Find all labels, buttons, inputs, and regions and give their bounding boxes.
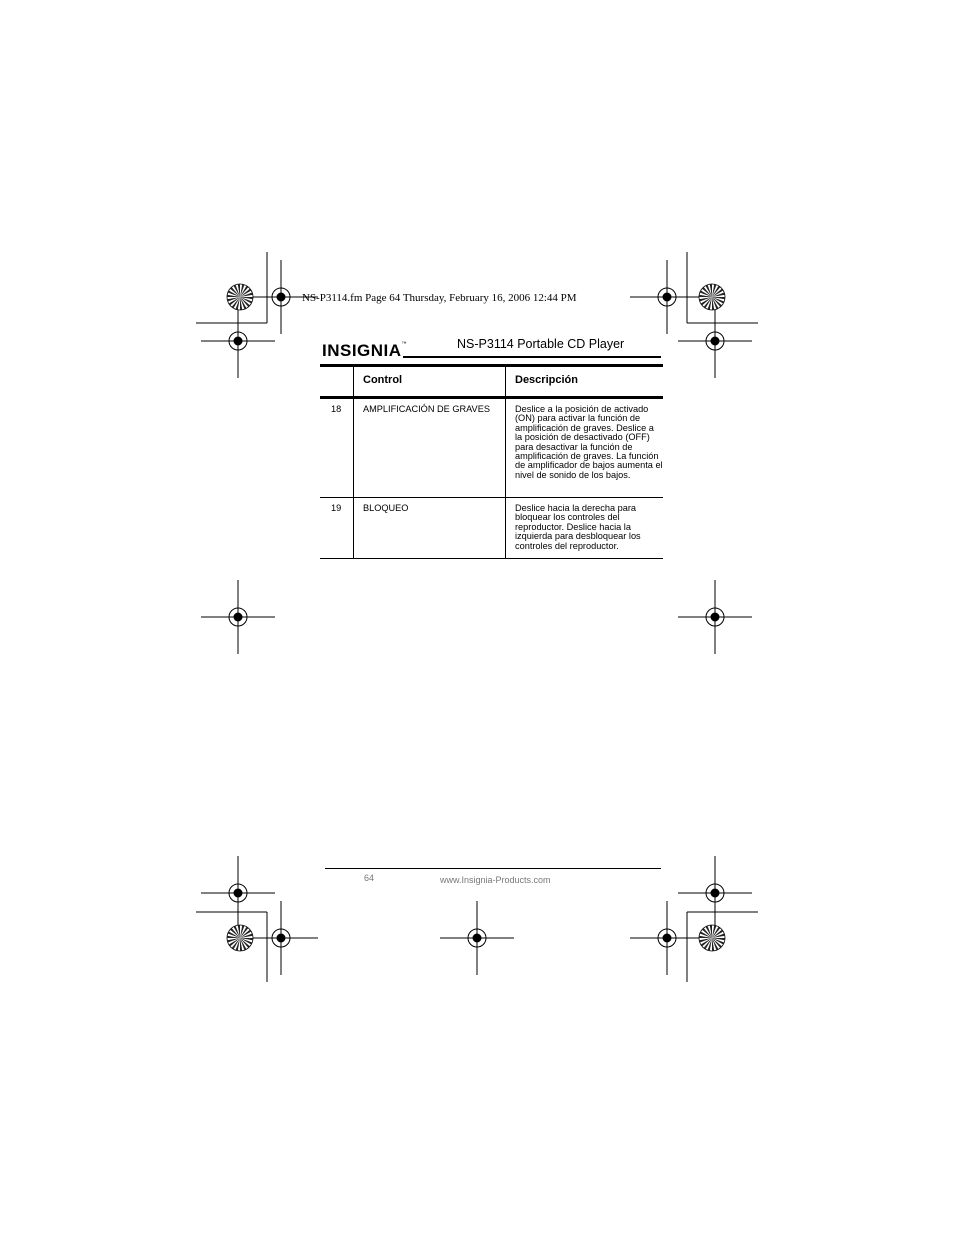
row-19-description: Deslice hacia la derecha para bloquear los controles del reproductor. Deslice hacia la izquierda para desbloquear los controles del reproductor. <box>515 503 641 551</box>
table-bottom-rule <box>320 558 663 559</box>
star-target-icon <box>699 925 725 951</box>
header-description: Descripción <box>515 374 578 386</box>
footer-url: www.Insignia-Products.com <box>440 875 551 885</box>
registration-mark-icon <box>201 856 275 930</box>
registration-mark-icon <box>440 901 514 975</box>
row-18-description: Deslice a la posición de activado (ON) para activar la función de amplificación de graves. Deslice a la posición de desactivado (OFF) para desactivar la función de amplificación de graves. La función de amplificador de bajos aumenta el nivel de sonido de los bajos. <box>515 404 663 480</box>
registration-mark-icon <box>201 580 275 654</box>
table-row-divider <box>320 497 663 498</box>
logo-text: INSIGNIA <box>322 341 402 360</box>
table-top-rule <box>320 364 663 367</box>
row-19-number: 19 <box>331 503 342 513</box>
star-target-icon <box>227 284 253 310</box>
star-target-icon <box>227 925 253 951</box>
row-18-number: 18 <box>331 404 342 414</box>
registration-mark-icon <box>678 580 752 654</box>
insignia-logo <box>322 341 407 361</box>
header-control: Control <box>363 374 403 386</box>
page-number: 64 <box>364 873 375 883</box>
logo-trademark: ™ <box>401 341 408 347</box>
slug-line: NS-P3114.fm Page 64 Thursday, February 16, 2006 12:44 PM <box>302 292 577 304</box>
star-target-icon <box>699 284 725 310</box>
table-col-divider-1 <box>353 366 354 559</box>
footer-rule <box>325 868 661 869</box>
header-rule <box>403 356 661 358</box>
document-title: NS-P3114 Portable CD Player <box>457 337 625 351</box>
registration-mark-icon <box>678 304 752 378</box>
row-18-control: AMPLIFICACIÓN DE GRAVES <box>363 404 490 414</box>
registration-mark-icon <box>678 856 752 930</box>
table-col-divider-2 <box>505 366 506 559</box>
row-19-control: BLOQUEO <box>363 503 409 513</box>
registration-mark-icon <box>201 304 275 378</box>
table-header-rule <box>320 396 663 399</box>
